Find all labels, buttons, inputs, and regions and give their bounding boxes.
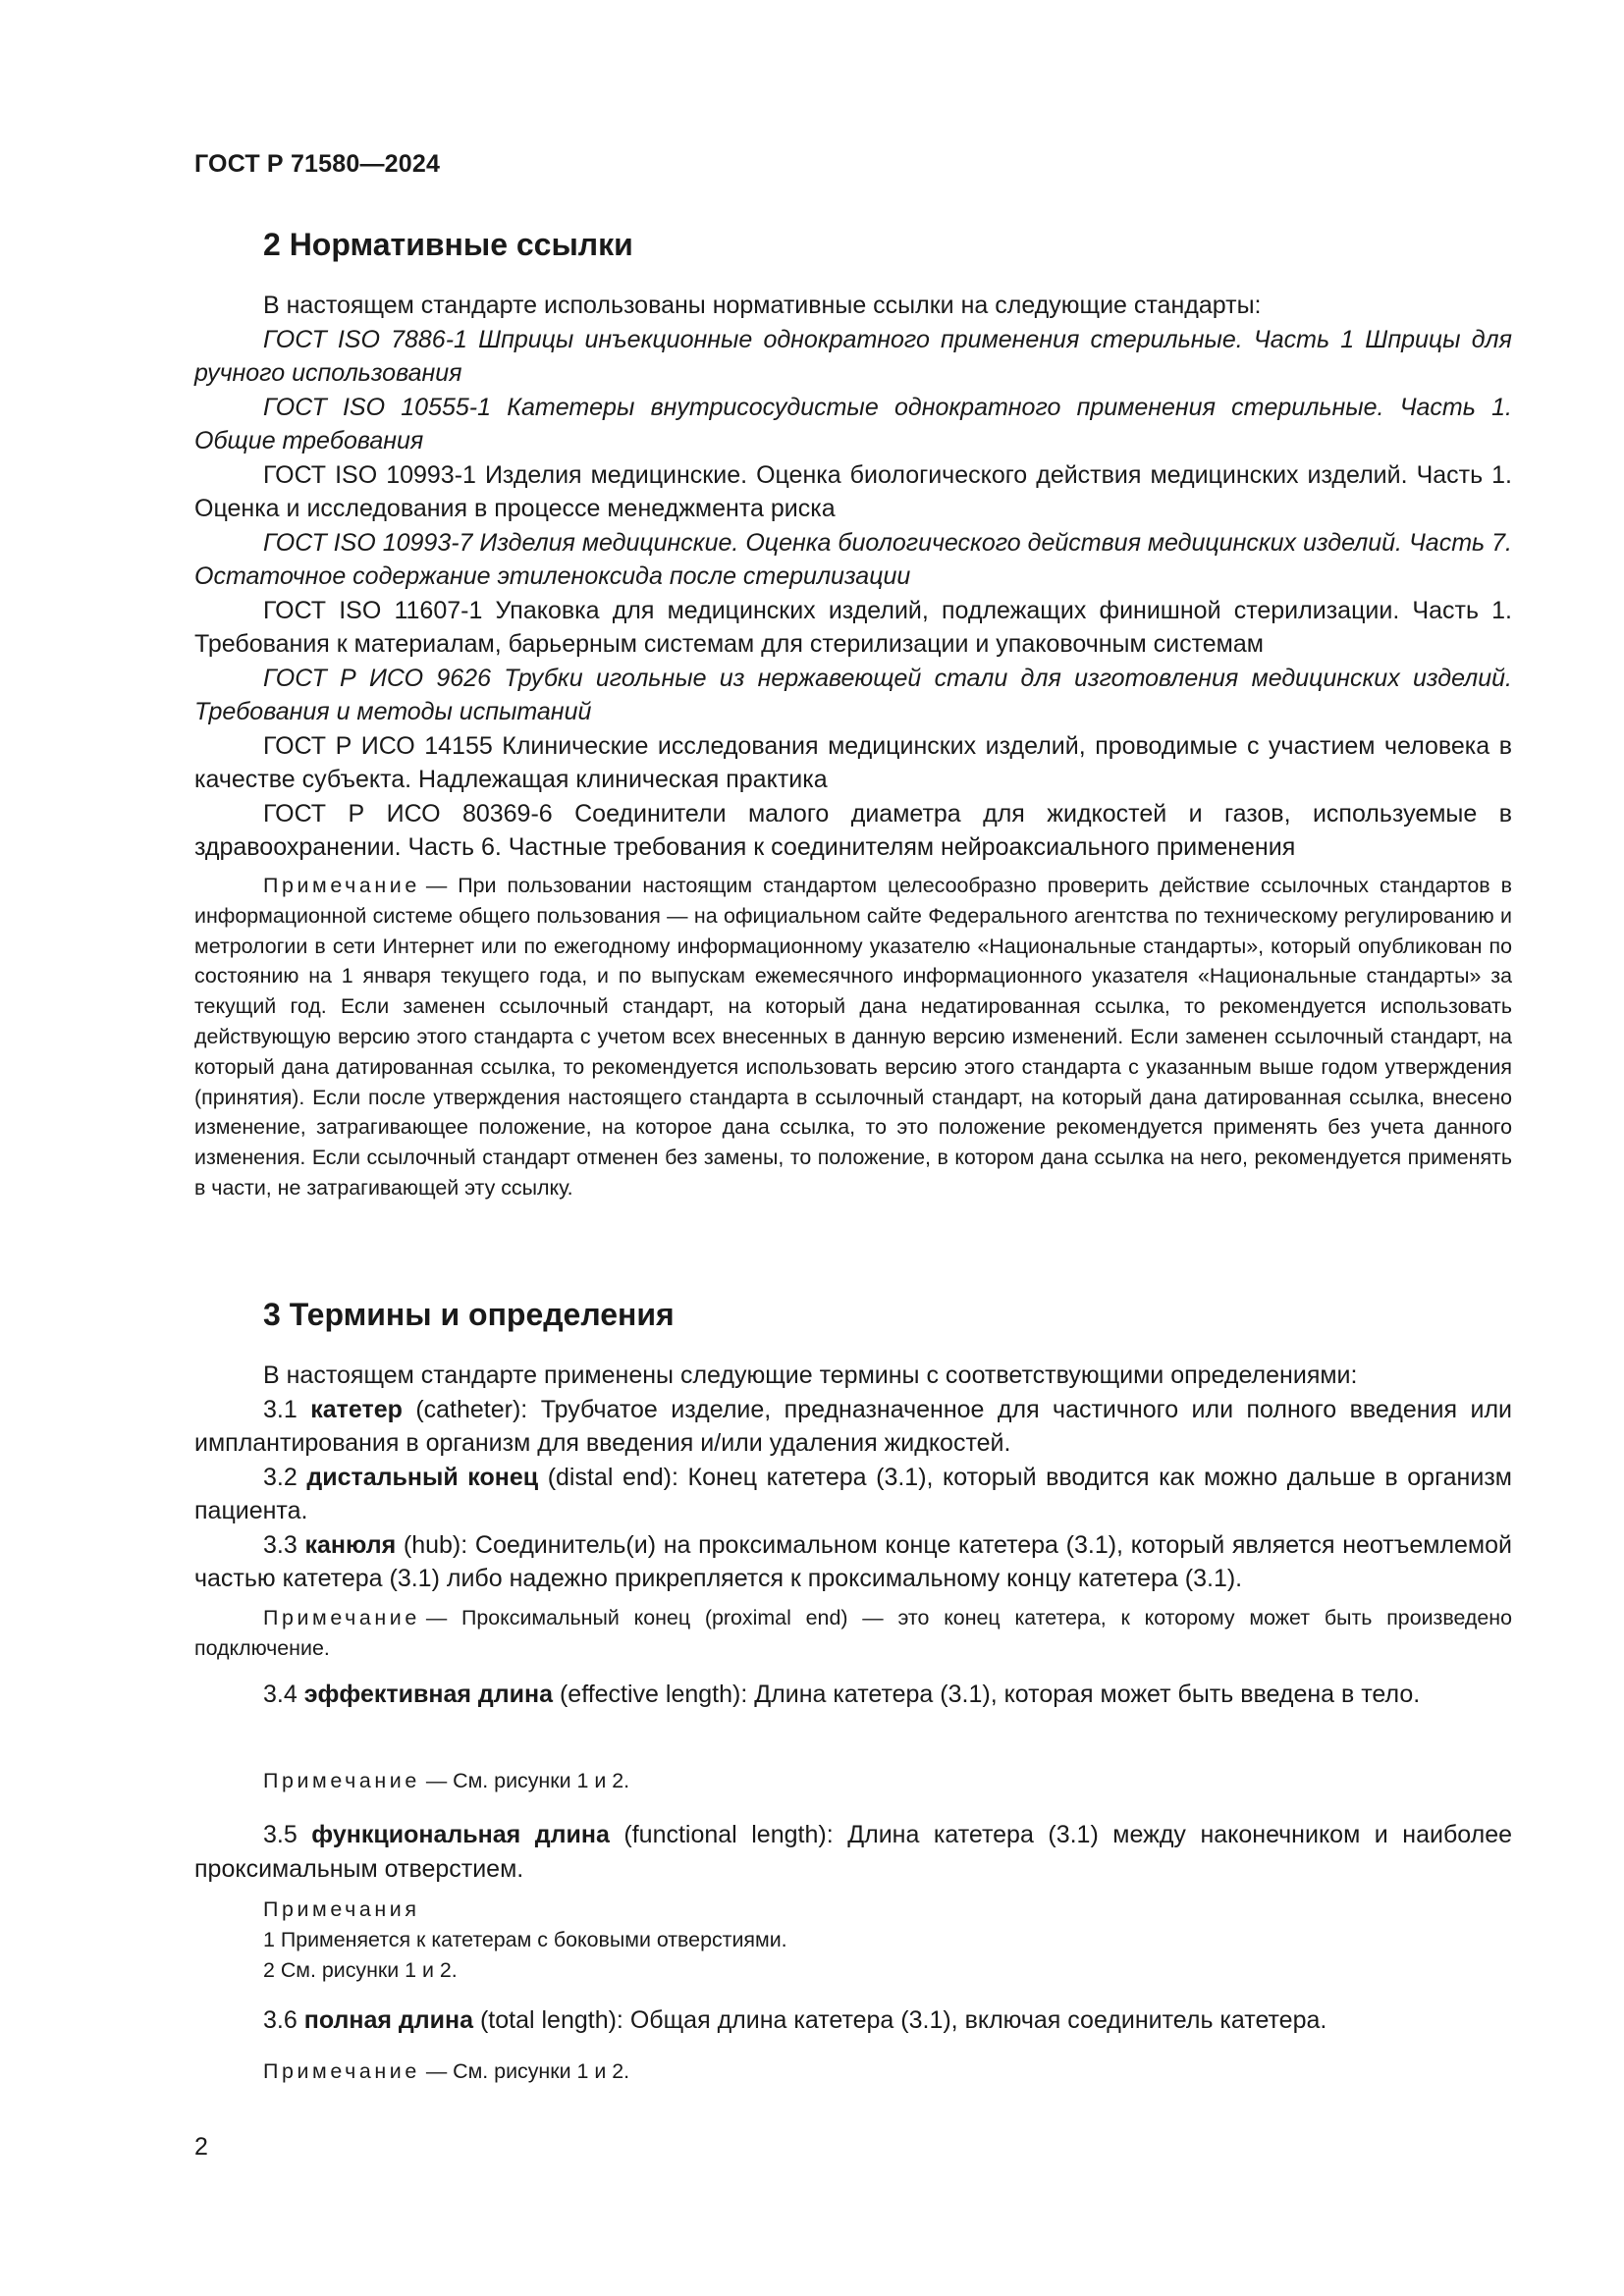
term-name: эффективная длина: [303, 1681, 554, 1708]
section-3-intro: В настоящем стандарте применены следующие термины с соответствующими определениями:: [263, 1362, 1358, 1389]
term-3-4: [194, 1678, 1512, 1712]
page-number: 2: [194, 2133, 208, 2161]
term-3-6-note: [194, 2056, 1512, 2087]
section-terms-definitions: [194, 1297, 1512, 1333]
term-name: катетер: [310, 1395, 403, 1423]
reference-item: ГОСТ Р ИСО 80369-6 Соединители малого диаметра для жидкостей и газов, используемые в здравоохранении. Часть 6. Частные требования к соединителям нейроаксиального применения: [194, 799, 1512, 861]
note-label: Примечание: [263, 1606, 420, 1629]
reference-item: ГОСТ ISO 10555-1 Катетеры внутрисосудистые однократного применения стерильные. Часть 1. Общие требования: [194, 393, 1512, 454]
term-name: канюля: [304, 1530, 397, 1559]
reference-item: ГОСТ ISO 7886-1 Шприцы инъекционные однократного применения стерильные. Часть 1 Шприцы для ручного использования: [194, 325, 1512, 387]
reference-item: ГОСТ Р ИСО 14155 Клинические исследования медицинских изделий, проводимые с участием человека в качестве субъекта. Надлежащая клиническая практика: [194, 731, 1512, 793]
notes-label: Примечания: [263, 1897, 420, 1921]
normative-references-list: [194, 289, 1512, 865]
section-2-intro: В настоящем стандарте использованы нормативные ссылки на следующие стандарты:: [263, 292, 1262, 319]
note-text: — См. рисунки 1 и 2.: [425, 2059, 630, 2083]
section-normative-references: [194, 227, 1512, 263]
term-3-4-note: [194, 1766, 1512, 1796]
reference-item: ГОСТ ISO 10993-1 Изделия медицинские. Оценка биологического действия медицинских изделий. Часть 1. Оценка и исследования в процессе менеджмента риска: [194, 460, 1512, 522]
note-text: — Проксимальный конец (proximal end) — это конец катетера, к которому может быть произведено подключение.: [194, 1606, 1512, 1660]
term-entry: 3.3 канюля (hub): Соединитель(и) на проксимальном конце катетера (3.1), который является неотъемлемой частью катетера (3.1) либо надежно прикрепляется к проксимальному концу катетера (3.1).: [194, 1530, 1512, 1592]
section-2-note: [194, 871, 1512, 1203]
note-text: — При пользовании настоящим стандартом целесообразно проверить действие ссылочных стандартов в информационной системе общего пользования — на официальном сайте Федерального агентства по техническому регулированию и метрологии в сети Интернет или по ежегодному информационному указателю «Национальные стандарты», который опубликован по состоянию на 1 января текущего года, и по выпускам ежемесячного информационного указателя «Национальные стандарты» за текущий год. Если заменен ссылочный стандарт, на который дана недатированная ссылка, то рекомендуется использовать действующую версию этого стандарта с учетом всех внесенных в данную версию изменений. Если заменен ссылочный стандарт, на который дана датированная ссылка, то рекомендуется использовать версию этого стандарта с указанным выше годом утверждения (принятия). Если после утверждения настоящего стандарта в ссылочный стандарт, на который дана датированная ссылка, внесено изменение, затрагивающее положение, на которое дана ссылка, то это положение рекомендуется применять без учета данного изменения. Если ссылочный стандарт отменен без замены, то положение, в котором дана ссылка на него, рекомендуется применять в части, не затрагивающей эту ссылку.: [194, 874, 1512, 1200]
note-label: Примечание: [263, 874, 420, 897]
terms-block-1: [194, 1359, 1512, 1596]
term-name: дистальный конец: [306, 1463, 539, 1491]
term-entry: 3.2 дистальный конец (distal end): Конец катетера (3.1), который вводится как можно дальше в организм пациента.: [194, 1463, 1512, 1524]
note-text: — См. рисунки 1 и 2.: [425, 1769, 630, 1792]
term-name: полная длина: [303, 2006, 474, 2034]
term-3-6: [194, 2003, 1512, 2038]
term-entry: 3.6 полная длина (total length): Общая длина катетера (3.1), включая соединитель катетера.: [263, 2006, 1327, 2034]
reference-item: ГОСТ ISO 11607-1 Упаковка для медицинских изделий, подлежащих финишной стерилизации. Часть 1. Требования к материалам, барьерным системам для стерилизации и упаковочным системам: [194, 596, 1512, 658]
term-3-5: [194, 1818, 1512, 1886]
section-2-heading: 2 Нормативные ссылки: [263, 227, 633, 262]
running-header: ГОСТ Р 71580—2024: [194, 150, 441, 178]
term-entry: 3.1 катетер (catheter): Трубчатое изделие, предназначенное для частичного или полного введения или имплантирования в организм для введения и/или удаления жидкостей.: [194, 1395, 1513, 1457]
term-entry: 3.5 функциональная длина (functional length): Длина катетера (3.1) между наконечником и наиболее проксимальным отверстием.: [194, 1821, 1513, 1883]
reference-item: ГОСТ Р ИСО 9626 Трубки игольные из нержавеющей стали для изготовления медицинских изделий. Требования и методы испытаний: [194, 664, 1512, 725]
term-name: функциональная длина: [311, 1821, 610, 1848]
note-item: 1 Применяется к катетерам с боковыми отверстиями.: [263, 1927, 787, 1951]
note-label: Примечание: [263, 2059, 420, 2083]
section-3-heading: 3 Термины и определения: [263, 1297, 675, 1332]
note-item: 2 См. рисунки 1 и 2.: [263, 1957, 458, 1982]
term-3-5-notes: [194, 1895, 1512, 1985]
note-label: Примечание: [263, 1769, 420, 1792]
reference-item: ГОСТ ISO 10993-7 Изделия медицинские. Оценка биологического действия медицинских изделий. Часть 7. Остаточное содержание этиленоксида после стерилизации: [194, 528, 1512, 590]
term-entry: 3.4 эффективная длина (effective length): Длина катетера (3.1), которая может быть введена в тело.: [263, 1681, 1421, 1708]
term-3-3-note: [194, 1603, 1512, 1664]
